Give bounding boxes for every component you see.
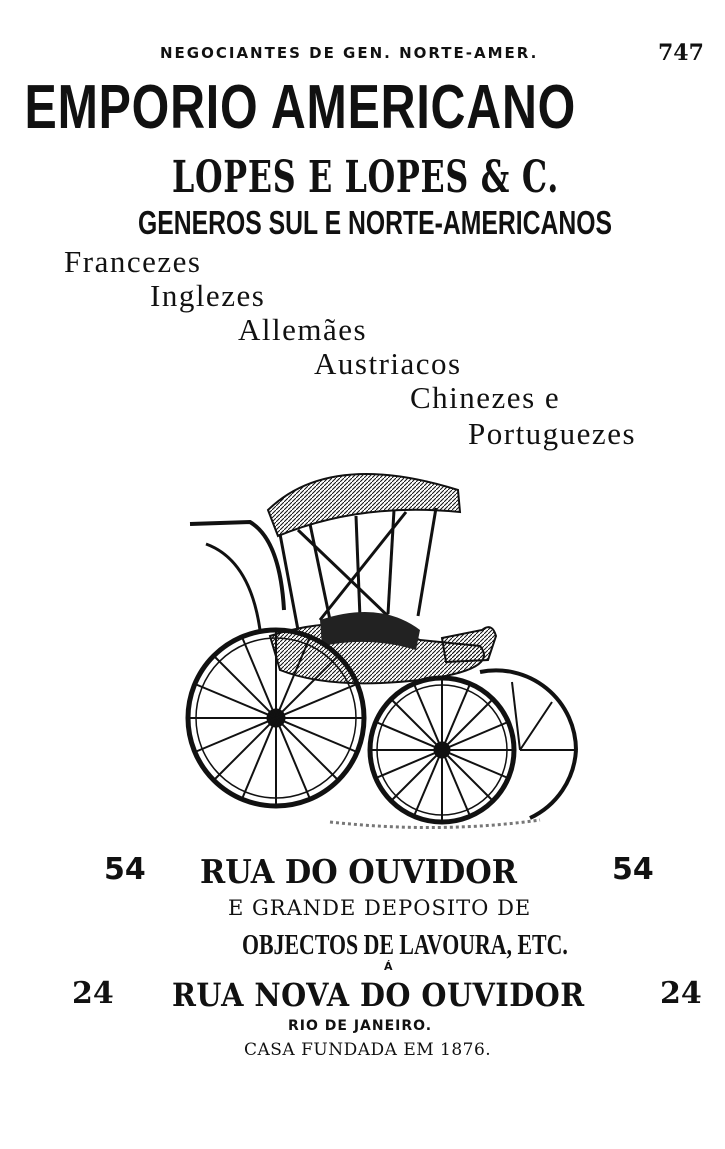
preposition: Á: [384, 960, 393, 973]
street-number-left: 54: [104, 852, 146, 887]
main-street-name: RUA DO OUVIDOR: [200, 852, 517, 891]
second-number-right: 24: [660, 976, 702, 1011]
founded-line: CASA FUNDADA EM 1876.: [244, 1040, 492, 1060]
carriage-hood: [268, 474, 460, 536]
dash-seat: [442, 627, 496, 662]
page-number: 747: [658, 40, 704, 66]
advert-title: EMPORIO AMERICANO: [24, 73, 577, 142]
objects-line: OBJECTOS DE LAVOURA, ETC.: [242, 930, 568, 961]
street-number-right: 54: [612, 852, 654, 887]
origin-item: Portuguezes: [468, 416, 637, 451]
origin-item: Austriacos: [314, 346, 462, 381]
goods-line: GENEROS SUL E NORTE-AMERICANOS: [138, 204, 612, 241]
origin-item: Inglezes: [150, 278, 266, 313]
origin-item: Chinezes e: [410, 380, 561, 415]
depot-line: E GRANDE DEPOSITO DE: [228, 896, 532, 920]
origin-item: Allemães: [238, 312, 368, 347]
front-shaft: [206, 544, 260, 630]
origin-item: Francezes: [64, 244, 202, 279]
second-number-left: 24: [72, 976, 114, 1011]
city-line: RIO DE JANEIRO.: [288, 1018, 433, 1034]
second-street-name: RUA NOVA DO OUVIDOR: [172, 976, 585, 1014]
carriage-illustration: [180, 450, 600, 840]
rear-wheel: [188, 630, 364, 806]
running-head: NEGOCIANTES DE GEN. NORTE-AMER.: [160, 44, 539, 62]
front-wheel: [370, 678, 514, 822]
firm-name: LOPES E LOPES & C.: [172, 152, 559, 203]
